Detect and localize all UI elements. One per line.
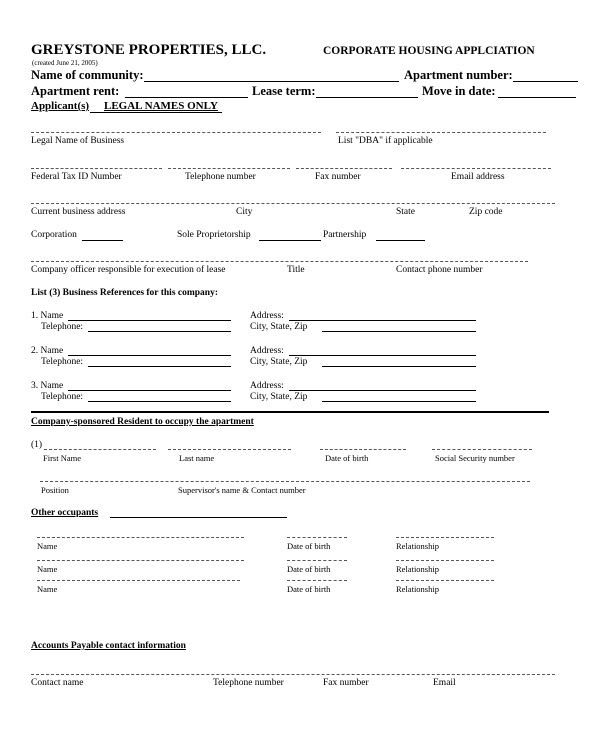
ref-2-csz-label: City, State, Zip bbox=[250, 357, 308, 367]
move-in-field[interactable] bbox=[498, 97, 576, 98]
ref-1-telephone-label: Telephone: bbox=[41, 322, 84, 332]
occupant-2-relationship-field[interactable] bbox=[396, 560, 494, 561]
tax-id-field[interactable] bbox=[31, 168, 162, 169]
business-address-field[interactable] bbox=[31, 203, 555, 204]
officer-field[interactable] bbox=[31, 261, 528, 262]
contact-phone-label: Contact phone number bbox=[396, 265, 483, 275]
officer-title-label: Title bbox=[287, 265, 305, 275]
resident-last-name-label: Last name bbox=[179, 453, 215, 463]
apartment-rent-field[interactable] bbox=[125, 97, 248, 98]
ap-contact-field[interactable] bbox=[31, 674, 555, 675]
ref-1-address-field[interactable] bbox=[289, 320, 476, 321]
email-field[interactable] bbox=[401, 168, 551, 169]
resident-position-field[interactable] bbox=[40, 481, 530, 482]
lease-term-field[interactable] bbox=[316, 97, 418, 98]
sole-proprietorship-field[interactable] bbox=[259, 240, 321, 241]
ref-2-telephone-label: Telephone: bbox=[41, 357, 84, 367]
ref-3-address-field[interactable] bbox=[289, 390, 476, 391]
ap-contact-name-label: Contact name bbox=[31, 678, 84, 688]
occupant-3-relationship-label: Relationship bbox=[396, 584, 439, 594]
officer-label: Company officer responsible for execution of lease bbox=[31, 265, 226, 275]
occupant-1-relationship-field[interactable] bbox=[396, 537, 494, 538]
ref-3-address-label: Address: bbox=[250, 381, 284, 391]
city-label: City bbox=[236, 207, 253, 217]
accounts-payable-heading: Accounts Payable contact information bbox=[31, 641, 186, 651]
resident-number: (1) bbox=[31, 440, 43, 450]
ref-3-csz-label: City, State, Zip bbox=[250, 392, 308, 402]
ref-1-csz-label: City, State, Zip bbox=[250, 322, 308, 332]
ref-3-name-field[interactable] bbox=[68, 390, 231, 391]
community-label: Name of community: bbox=[31, 68, 144, 82]
dba-label: List "DBA" if applicable bbox=[338, 136, 433, 146]
ap-fax-label: Fax number bbox=[323, 678, 369, 688]
occupant-1-dob-label: Date of birth bbox=[287, 541, 331, 551]
partnership-label: Partnership bbox=[323, 230, 367, 240]
resident-first-name-label: First Name bbox=[43, 453, 82, 463]
ap-email-label: Email bbox=[433, 678, 456, 688]
ref-2-address-label: Address: bbox=[250, 346, 284, 356]
legal-name-label: Legal Name of Business bbox=[31, 136, 125, 146]
business-address-label: Current business address bbox=[31, 207, 126, 217]
ref-3-telephone-field[interactable] bbox=[88, 401, 231, 402]
occupant-2-dob-field[interactable] bbox=[287, 560, 347, 561]
apartment-number-field[interactable] bbox=[513, 81, 578, 82]
references-heading: List (3) Business References for this company: bbox=[31, 288, 218, 298]
telephone-field[interactable] bbox=[168, 168, 290, 169]
legal-names-label: LEGAL NAMES ONLY bbox=[104, 100, 218, 112]
legal-name-field[interactable] bbox=[31, 132, 321, 133]
ref-2-telephone-field[interactable] bbox=[88, 366, 231, 367]
resident-first-name-field[interactable] bbox=[44, 449, 156, 450]
occupant-3-relationship-field[interactable] bbox=[396, 580, 494, 581]
resident-heading: Company-sponsored Resident to occupy the apartment bbox=[31, 417, 254, 427]
ref-3-telephone-label: Telephone: bbox=[41, 392, 84, 402]
resident-supervisor-label: Supervisor's name & Contact number bbox=[178, 485, 306, 495]
ref-2-name-label: 2. Name bbox=[31, 346, 64, 356]
occupant-3-name-label: Name bbox=[37, 584, 58, 594]
occupant-3-dob-label: Date of birth bbox=[287, 584, 331, 594]
apartment-number-label: Apartment number: bbox=[404, 68, 513, 82]
corporation-label: Corporation bbox=[31, 230, 77, 240]
ref-1-address-label: Address: bbox=[250, 311, 284, 321]
resident-ssn-field[interactable] bbox=[432, 449, 532, 450]
corporation-field[interactable] bbox=[82, 240, 123, 241]
resident-last-name-field[interactable] bbox=[168, 449, 291, 450]
ref-2-name-field[interactable] bbox=[68, 355, 231, 356]
sole-proprietorship-label: Sole Proprietorship bbox=[177, 230, 251, 240]
ref-2-csz-field[interactable] bbox=[322, 366, 476, 367]
occupant-2-name-field[interactable] bbox=[37, 560, 244, 561]
created-date: (created June 21, 2005) bbox=[32, 59, 98, 67]
resident-dob-label: Date of birth bbox=[325, 453, 369, 463]
ap-telephone-label: Telephone number bbox=[213, 678, 284, 688]
occupant-2-relationship-label: Relationship bbox=[396, 564, 439, 574]
occupants-underline bbox=[110, 517, 287, 518]
community-field[interactable] bbox=[144, 81, 399, 82]
form-title: CORPORATE HOUSING APPLCIATION bbox=[323, 45, 535, 57]
occupant-1-name-label: Name bbox=[37, 541, 58, 551]
occupants-heading: Other occupants bbox=[31, 508, 99, 518]
occupant-1-relationship-label: Relationship bbox=[396, 541, 439, 551]
ref-1-name-label: 1. Name bbox=[31, 311, 64, 321]
lease-term-label: Lease term: bbox=[252, 84, 316, 98]
occupant-2-name-label: Name bbox=[37, 564, 58, 574]
tax-id-label: Federal Tax ID Number bbox=[31, 172, 122, 182]
fax-field[interactable] bbox=[296, 168, 392, 169]
dba-field[interactable] bbox=[336, 132, 546, 133]
ref-3-name-label: 3. Name bbox=[31, 381, 64, 391]
resident-ssn-label: Social Security number bbox=[435, 453, 515, 463]
fax-label: Fax number bbox=[315, 172, 361, 182]
occupant-3-dob-field[interactable] bbox=[287, 580, 347, 581]
zip-label: Zip code bbox=[469, 207, 503, 217]
applicant-label: Applicant(s) bbox=[31, 100, 90, 112]
company-name: GREYSTONE PROPERTIES, LLC. bbox=[31, 42, 267, 58]
section-divider bbox=[31, 411, 549, 413]
resident-dob-field[interactable] bbox=[320, 449, 406, 450]
move-in-label: Move in date: bbox=[422, 84, 496, 98]
state-label: State bbox=[396, 207, 415, 217]
ref-3-csz-field[interactable] bbox=[322, 401, 476, 402]
occupant-1-name-field[interactable] bbox=[37, 537, 244, 538]
partnership-field[interactable] bbox=[376, 240, 425, 241]
applicant-underline bbox=[90, 112, 222, 113]
ref-1-csz-field[interactable] bbox=[322, 331, 476, 332]
ref-2-address-field[interactable] bbox=[289, 355, 476, 356]
resident-position-label: Position bbox=[41, 485, 69, 495]
ref-1-name-field[interactable] bbox=[68, 320, 231, 321]
email-label: Email address bbox=[451, 172, 505, 182]
occupant-2-dob-label: Date of birth bbox=[287, 564, 331, 574]
telephone-label: Telephone number bbox=[185, 172, 256, 182]
ref-1-telephone-field[interactable] bbox=[88, 331, 231, 332]
occupant-3-name-field[interactable] bbox=[37, 580, 240, 581]
apartment-rent-label: Apartment rent: bbox=[31, 84, 120, 98]
occupant-1-dob-field[interactable] bbox=[287, 537, 347, 538]
